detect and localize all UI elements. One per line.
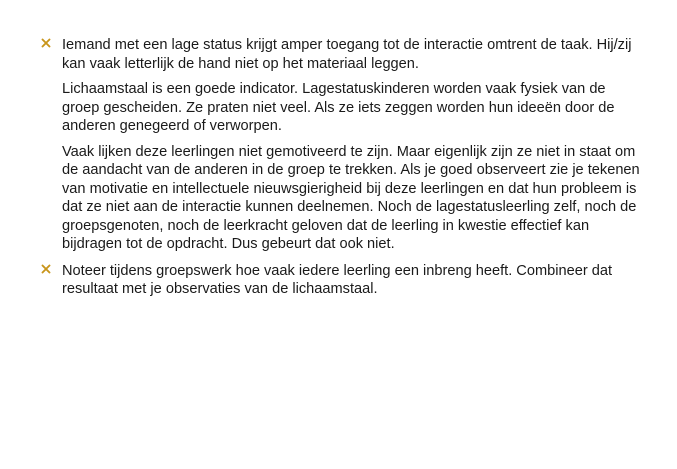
paragraph-motivation: Vaak lijken deze leerlingen niet gemotiveerd te zijn. Maar eigenlijk zijn ze niet in staat om de aandacht van de anderen in de groep te trekken. Als je goed observeert zie je tekenen van motivatie en intellectuele nieuwsgierigheid bij deze leerlingen en dat hun probleem is dat ze niet aan de interactie kunnen deelnemen. Noch de lagestatusleerling zelf, noch de groepsgenoten, noch de leerkracht geloven dat de leerling in kwestie effectief kan bijdragen tot de opdracht. Dus gebeurt dat ook niet. [62, 143, 640, 252]
bullet-item-status [40, 36, 640, 254]
x-mark-bullet-icon [41, 38, 51, 48]
paragraph-groupwork-observation: Noteer tijdens groepswerk hoe vaak iedere leerling een inbreng heeft. Combineer dat resultaat met je observaties van de lichaamstaal. [62, 262, 613, 297]
x-mark-bullet-icon [41, 264, 51, 274]
bullet-item-observation [40, 262, 640, 299]
paragraph-body-language: Lichaamstaal is een goede indicator. Lagestatuskinderen worden vaak fysiek van de groep gescheiden. Ze praten niet veel. Als ze iets zeggen worden hun ideeën door de anderen genegeerd of verworpen. [62, 81, 615, 134]
document-body [40, 36, 640, 307]
paragraph-low-status-access: Iemand met een lage status krijgt amper toegang tot de interactie omtrent de taak. Hij/zij kan vaak letterlijk de hand niet op het materiaal leggen. [62, 37, 632, 72]
